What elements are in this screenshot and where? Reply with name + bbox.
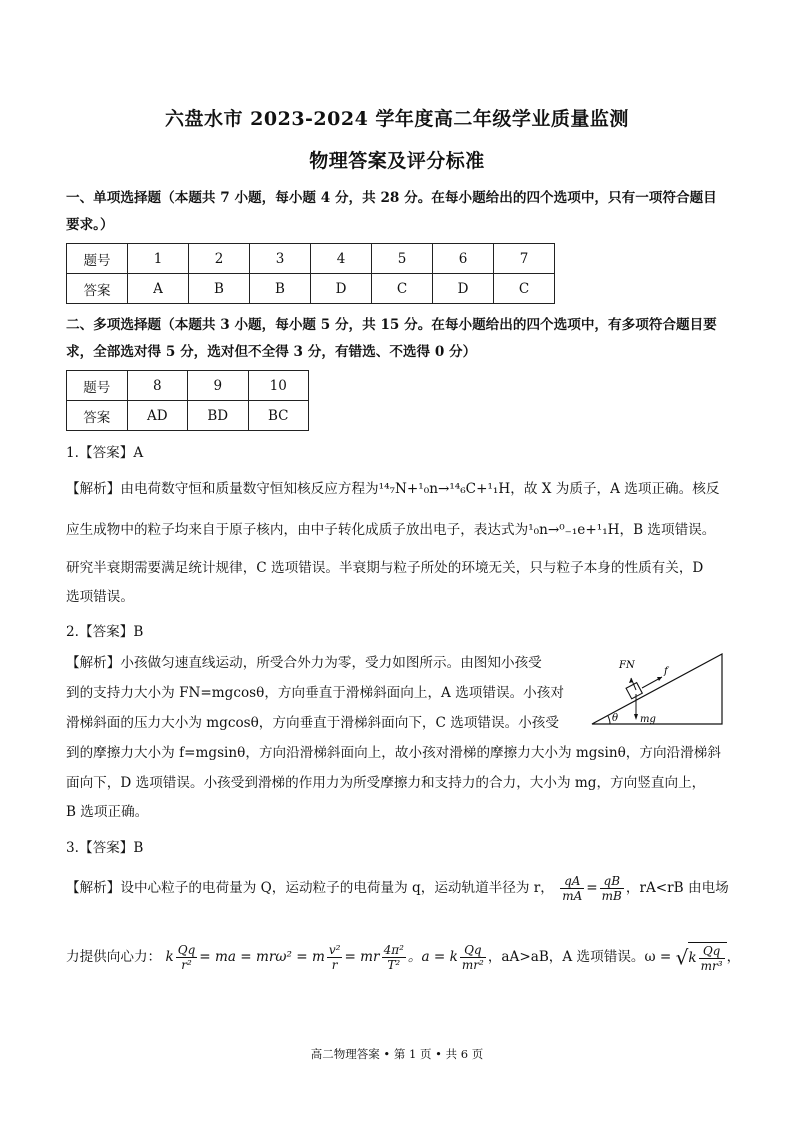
table-cell: 6 [433, 244, 494, 274]
sqrt-body: k $\frac{Qq}{\text{mr³}}$ [688, 942, 726, 973]
q1-line3: 研究半衰期需要满足统计规律，C 选项错误。半衰期与粒子所处的环境无关，只与粒子本身的性质有关，D [66, 560, 704, 576]
section1-heading-line1: 一、单项选择题（本题共 7 小题，每小题 4 分，共 28 分。在每小题给出的四个选项中，只有一项符合题目 [66, 190, 717, 206]
table-cell: 题号 [67, 371, 128, 401]
table-cell: 10 [248, 371, 309, 401]
q2-line2: 到的支持力大小为 FN=mgcosθ，方向垂直于滑梯斜面向上，A 选项错误。小孩对 [66, 685, 564, 701]
table-cell: D [433, 274, 494, 304]
q1-text: 【解析】由电荷数守恒和质量数守恒知核反应方程为 [66, 481, 379, 497]
table-cell: BC [248, 401, 309, 431]
section1-heading [66, 185, 732, 239]
q3-line1 [66, 874, 729, 903]
section1-heading-line2: 要求。） [66, 217, 114, 233]
table-cell: D [311, 274, 372, 304]
incline-force-diagram [588, 650, 728, 732]
q1-text: ，故 X 为质子，A 选项正确。核反 [510, 481, 720, 497]
q1-text: ，B 选项错误。 [619, 522, 716, 538]
normal-force-label: FN [619, 660, 635, 671]
table-cell: 答案 [67, 274, 128, 304]
table-cell: A [128, 274, 189, 304]
equals: = [586, 880, 598, 896]
friction-label: f [664, 666, 668, 677]
table-row [67, 244, 555, 274]
gravity-arrowhead [634, 714, 638, 720]
q2-answer: 2.【答案】B [66, 624, 144, 640]
table-cell: 8 [127, 371, 188, 401]
table-row [67, 371, 309, 401]
table-cell: B [250, 274, 311, 304]
table-cell: 9 [188, 371, 249, 401]
table-cell: C [372, 274, 433, 304]
q1-answer: 1.【答案】A [66, 445, 144, 461]
gravity-label: mg [640, 714, 656, 725]
fraction: $\frac{qB}{mB}$ [601, 874, 622, 903]
q3-text: 力提供向心力： [66, 949, 162, 965]
table-cell: 7 [494, 244, 555, 274]
theta-label: θ [612, 713, 619, 724]
angle-arc [608, 716, 610, 724]
q1-line2 [66, 518, 715, 538]
q3-text: ，aA>aB，A 选项错误。ω = [487, 949, 672, 965]
table-cell: 题号 [67, 244, 128, 274]
q1-equation: ¹⁴₇N+¹₀n→¹⁴₆C+¹₁H [378, 481, 511, 497]
fraction: $\frac{\text{4π²}}{\text{T²}}$ [383, 943, 404, 972]
q1-text: 应生成物中的粒子均来自于原子核内，由中子转化成质子放出电子，表达式为 [66, 522, 529, 538]
section2-answer-table [66, 370, 309, 431]
q2-line4: 到的摩擦力大小为 f=mgsinθ，方向沿滑梯斜面向上，故小孩对滑梯的摩擦力大小为 mgsinθ，方向沿滑梯斜 [66, 745, 721, 761]
section2-heading-line1: 二、多项选择题（本题共 3 小题，每小题 5 分，共 15 分。在每小题给出的四个选项中，有多项符合题目要 [66, 317, 717, 333]
page-footer: 高二物理答案 • 第 1 页 • 共 6 页 [310, 1047, 484, 1061]
fraction: $\frac{Qq}{\text{r²}}$ [177, 943, 196, 972]
table-cell: BD [188, 401, 249, 431]
sqrt-sign: √ [675, 945, 689, 970]
table-cell: B [189, 274, 250, 304]
q1-equation: ¹₀n→⁰₋₁e+¹₁H [528, 522, 620, 538]
table-cell: 5 [372, 244, 433, 274]
q2-line1: 【解析】小孩做匀速直线运动，所受合外力为零，受力如图所示。由图知小孩受 [66, 655, 542, 671]
table-cell: 4 [311, 244, 372, 274]
section1-answer-table [66, 243, 555, 304]
q3-text: ，rA<rB 由电场 [625, 880, 729, 896]
q2-line5: 面向下，D 选项错误。小孩受到滑梯的作用力为所受摩擦力和支持力的合力，大小为 mg，方向竖直向上， [66, 775, 706, 791]
table-cell: 答案 [67, 401, 128, 431]
page-title: 六盘水市 2023-2024 学年度高二年级学业质量监测 [165, 108, 629, 130]
fraction: $\frac{\text{v²}}{r}$ [328, 943, 341, 972]
fraction: $\frac{Qq}{\text{mr³}}$ [700, 944, 723, 973]
q2-line3: 滑梯斜面的压力大小为 mgcosθ，方向垂直于滑梯斜面向下，C 选项错误。小孩受 [66, 715, 559, 731]
q3-line2: 力提供向心力： k $\frac{Qq}{\text{r²}}$ = ma = mrω² = m $\frac{\text{v²}}{r}$ = mr $\frac{\text{4π²}}{\text{T²}}$ 。a = k $\frac{Qq}{\text{mr²}}$ ，aA>aB，A 选项错误。ω = √k $\frac{Qq}{\text{mr³}}$ ， [66, 943, 741, 973]
table-row [67, 401, 309, 431]
table-row [67, 274, 555, 304]
q3-answer: 3.【答案】B [66, 840, 144, 856]
section2-heading [66, 312, 732, 366]
q2-line6: B 选项正确。 [66, 804, 149, 820]
fraction: $\frac{Qq}{\text{mr²}}$ [461, 943, 484, 972]
q1-line4: 选项错误。 [66, 589, 134, 605]
table-cell: 1 [128, 244, 189, 274]
fraction: $\frac{qA}{mA}$ [562, 874, 583, 903]
page-subtitle: 物理答案及评分标准 [309, 150, 485, 172]
table-cell: 2 [189, 244, 250, 274]
table-cell: C [494, 274, 555, 304]
table-cell: 3 [250, 244, 311, 274]
table-cell: AD [127, 401, 188, 431]
q1-line1 [66, 477, 719, 497]
q3-text: 【解析】设中心粒子的电荷量为 Q，运动粒子的电荷量为 q，运动轨道半径为 r， [66, 880, 554, 896]
section2-heading-line2: 求，全部选对得 5 分，选对但不全得 3 分，有错选、不选得 0 分） [66, 344, 477, 360]
